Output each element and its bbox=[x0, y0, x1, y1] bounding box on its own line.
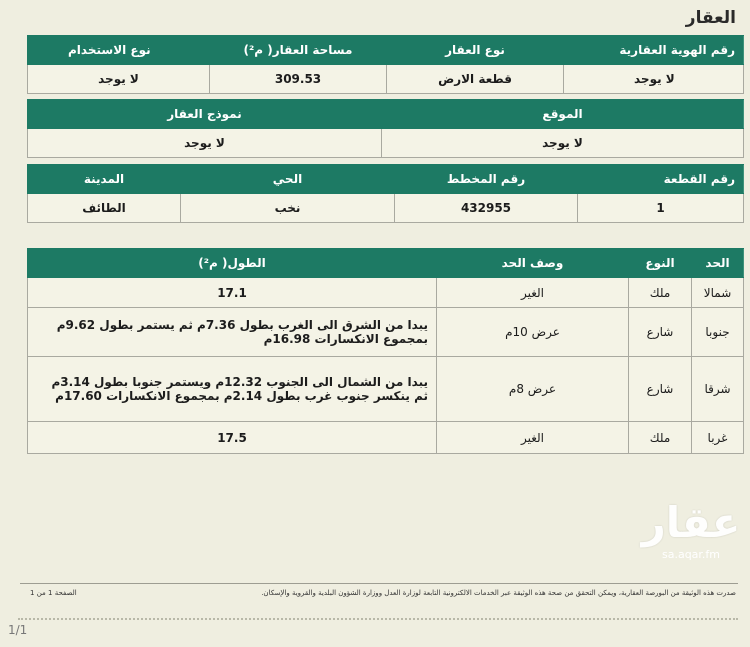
table-row bbox=[28, 308, 744, 357]
header-boundary: الحد bbox=[692, 249, 744, 278]
boundary-side: غربا bbox=[692, 422, 744, 454]
aqar-watermark bbox=[638, 498, 744, 570]
section-title: العقار bbox=[685, 8, 736, 28]
watermark-brand: عقار bbox=[641, 498, 741, 547]
header-property-id: رقم الهوية العقارية bbox=[564, 36, 744, 65]
header-property-area: مساحة العقار( م²) bbox=[210, 36, 387, 65]
header-district: الحي bbox=[181, 165, 395, 194]
boundary-type: شارع bbox=[629, 308, 692, 357]
boundary-type: شارع bbox=[629, 357, 692, 422]
header-property-model: نموذج العقار bbox=[28, 100, 382, 129]
boundary-side: جنوبا bbox=[692, 308, 744, 357]
header-location: الموقع bbox=[382, 100, 744, 129]
header-boundary-description: وصف الحد bbox=[437, 249, 629, 278]
table-row bbox=[28, 357, 744, 422]
page-indicator: 1/1 bbox=[8, 623, 28, 637]
value-usage-type: لا يوجد bbox=[28, 65, 210, 94]
boundary-description: الغير bbox=[437, 278, 629, 308]
footer-divider bbox=[20, 583, 738, 584]
boundary-description: الغير bbox=[437, 422, 629, 454]
boundary-side: شمالا bbox=[692, 278, 744, 308]
boundary-side: شرقا bbox=[692, 357, 744, 422]
value-plan-number: 432955 bbox=[395, 194, 578, 223]
boundary-length: 17.1 bbox=[28, 278, 437, 308]
value-city: الطائف bbox=[28, 194, 181, 223]
boundary-type: ملك bbox=[629, 278, 692, 308]
boundary-length: يبدا من الشرق الى الغرب بطول 7.36م ثم يستمر بطول 9.62م بمجموع الانكسارات 16.98م bbox=[28, 308, 437, 357]
footer bbox=[30, 589, 736, 597]
value-property-area: 309.53 bbox=[210, 65, 387, 94]
boundary-length: 17.5 bbox=[28, 422, 437, 454]
header-city: المدينة bbox=[28, 165, 181, 194]
footer-disclaimer: صدرت هذه الوثيقة من البورصة العقارية، ويمكن التحقق من صحة هذه الوثيقة عبر الخدمات الالكترونية التابعة لوزارة العدل ووزارة الشؤون البلدية والقروية والإسكان. bbox=[261, 589, 736, 597]
value-district: نخب bbox=[181, 194, 395, 223]
boundary-type: ملك bbox=[629, 422, 692, 454]
plot-table bbox=[27, 164, 744, 223]
value-property-model: لا يوجد bbox=[28, 129, 382, 158]
location-table bbox=[27, 99, 744, 158]
watermark-site: sa.aqar.fm bbox=[661, 548, 721, 561]
header-property-type: نوع العقار bbox=[387, 36, 564, 65]
table-row bbox=[28, 422, 744, 454]
page-separator bbox=[18, 618, 738, 626]
value-plot-number: 1 bbox=[578, 194, 744, 223]
header-type: النوع bbox=[629, 249, 692, 278]
header-plan-number: رقم المخطط bbox=[395, 165, 578, 194]
value-location: لا يوجد bbox=[382, 129, 744, 158]
header-usage-type: نوع الاستخدام bbox=[28, 36, 210, 65]
table-row bbox=[28, 278, 744, 308]
property-info-table bbox=[27, 35, 744, 94]
header-plot-number: رقم القطعة bbox=[578, 165, 744, 194]
boundary-length: يبدا من الشمال الى الجنوب 12.32م ويستمر جنوبا بطول 3.14م ثم ينكسر جنوب غرب بطول 2.14م بمجموع الانكسارات 17.60م bbox=[28, 357, 437, 422]
boundary-description: عرض 10م bbox=[437, 308, 629, 357]
boundaries-table bbox=[27, 248, 744, 454]
header-length: الطول( م²) bbox=[28, 249, 437, 278]
value-property-id: لا يوجد bbox=[564, 65, 744, 94]
boundary-description: عرض 8م bbox=[437, 357, 629, 422]
footer-page-number: الصفحة 1 من 1 bbox=[30, 589, 77, 597]
value-property-type: قطعة الارض bbox=[387, 65, 564, 94]
